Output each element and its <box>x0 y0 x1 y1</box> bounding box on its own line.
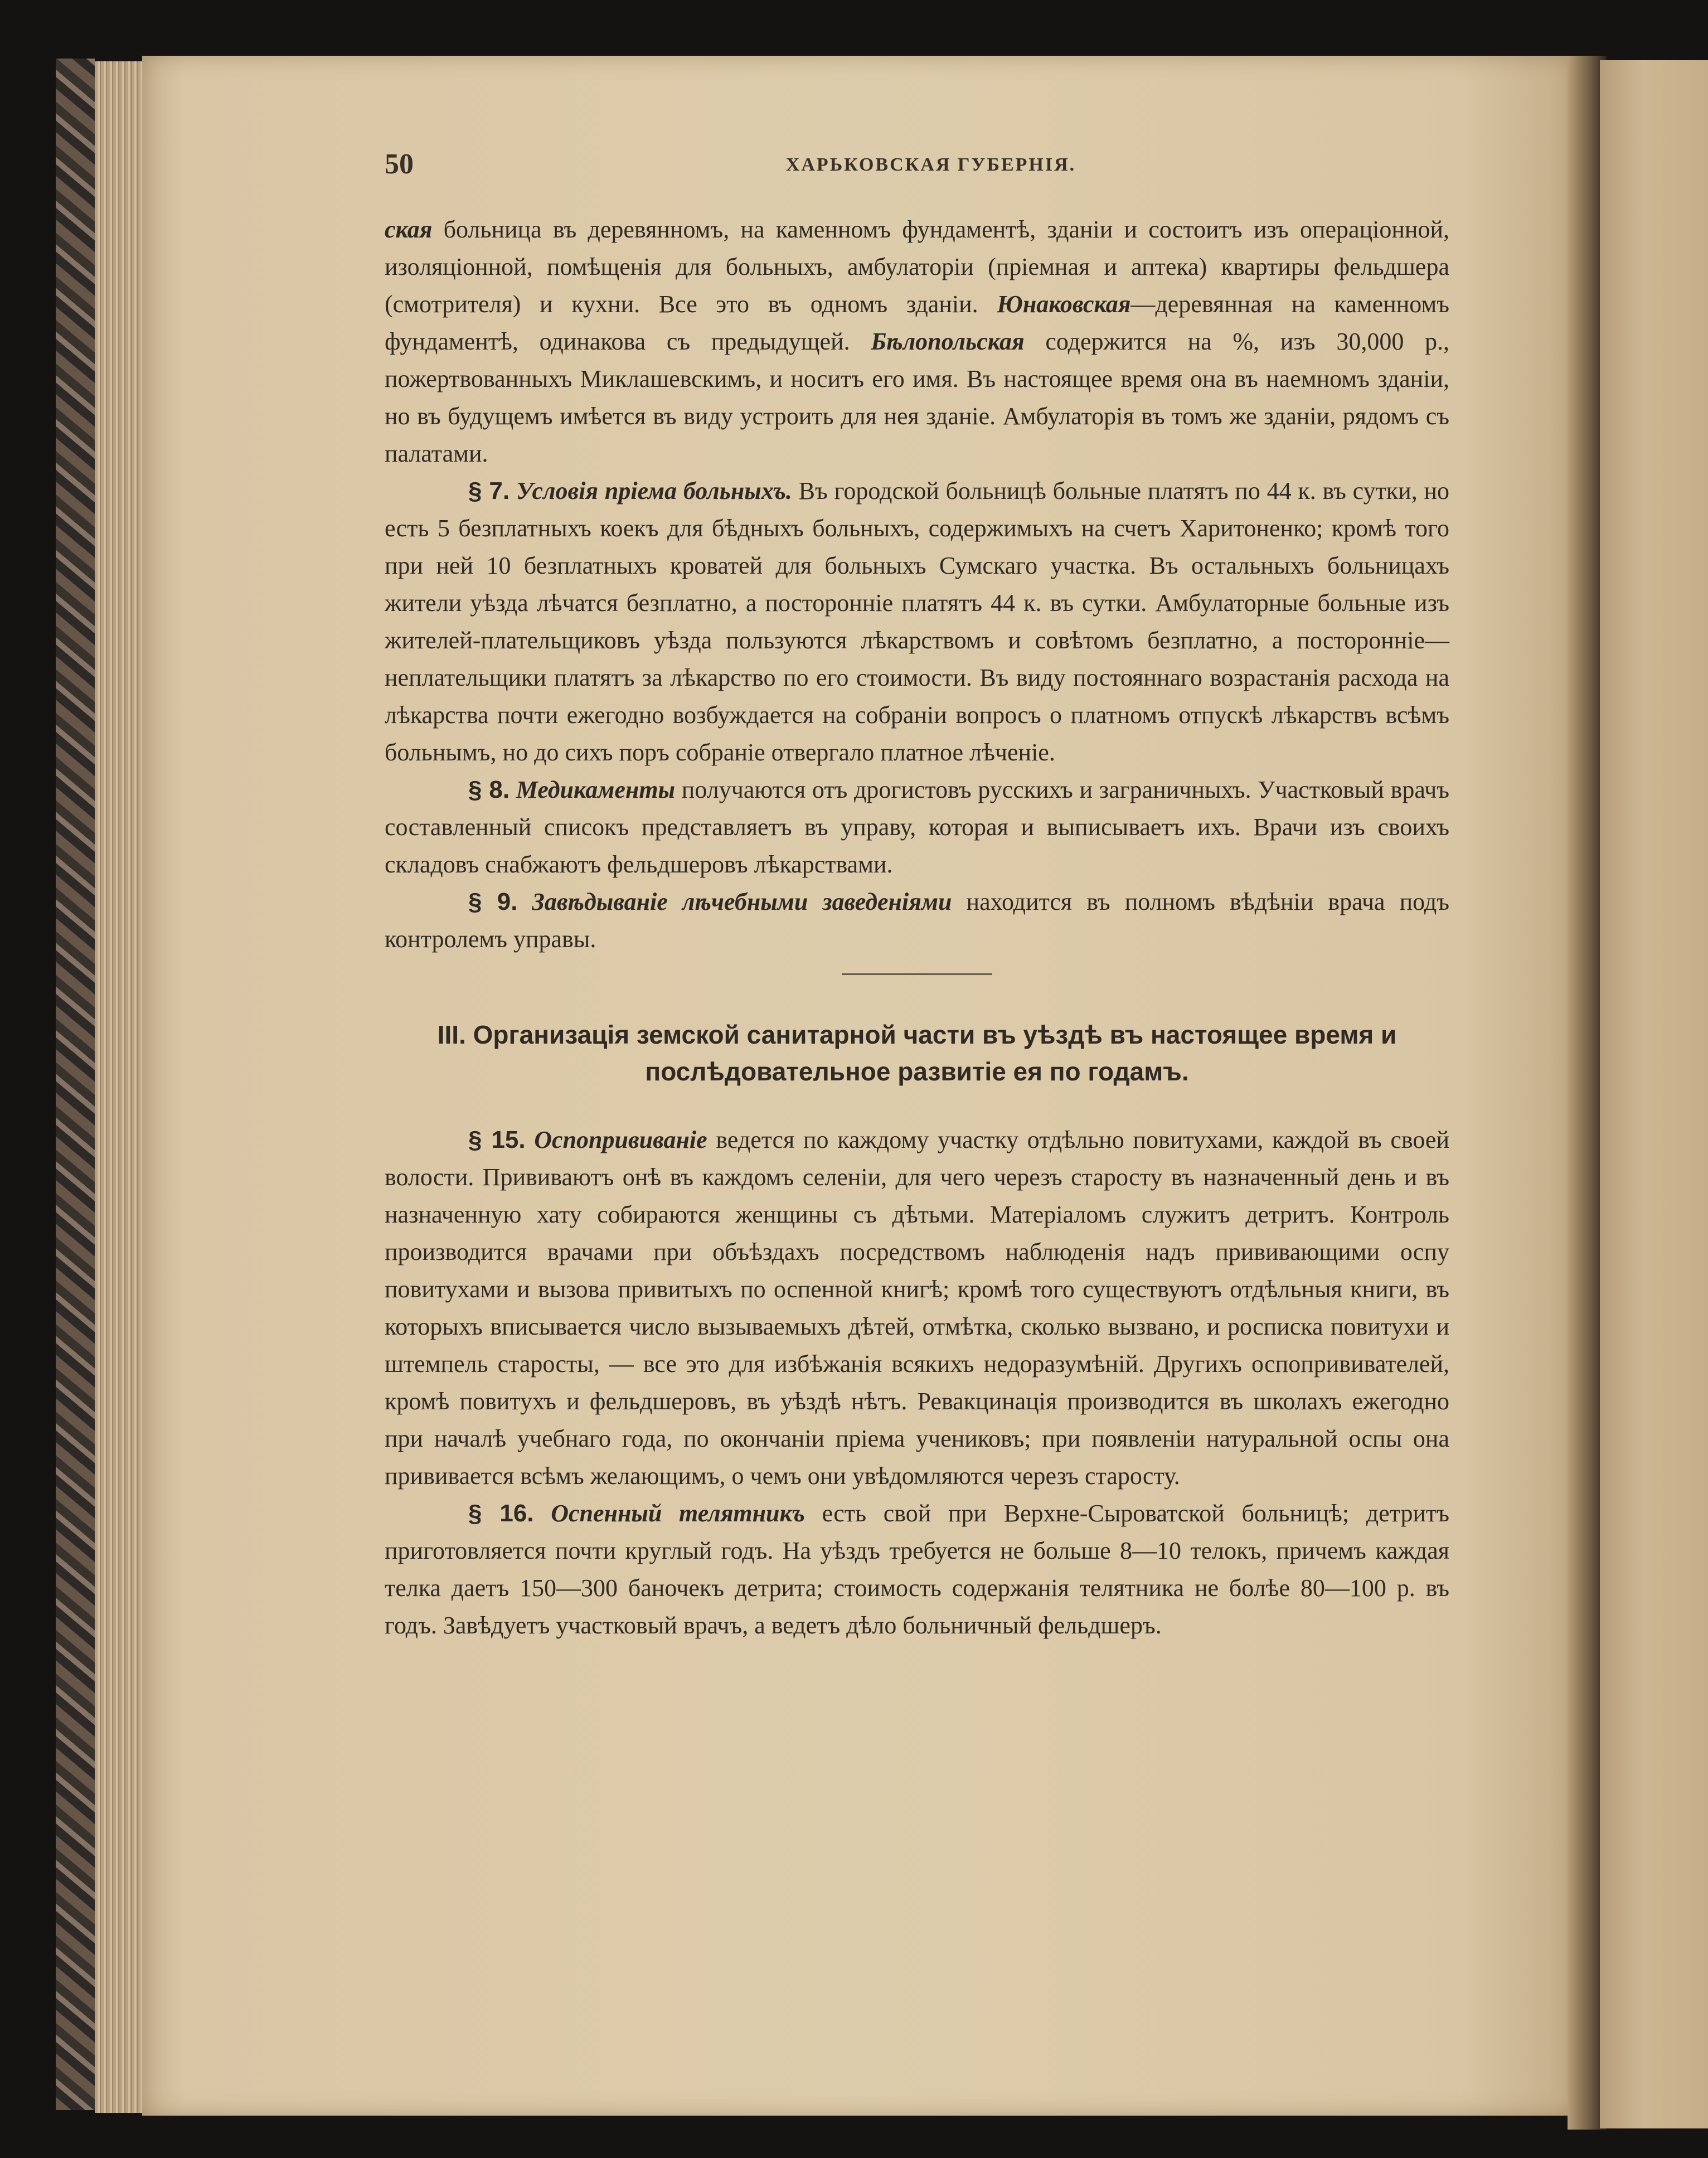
section-title: Медикаменты <box>516 776 676 803</box>
hospital-name: Юнаковская <box>997 290 1131 318</box>
chapter-heading-line-1: III. Организація земской санитарной части въ уѣздѣ въ настоящее время и <box>437 1020 1397 1049</box>
chapter-heading <box>385 1016 1449 1090</box>
section-text: Въ городской больницѣ больные платятъ по 44 к. въ сутки, но есть 5 безплатныхъ коекъ для бѣдныхъ больныхъ, содержимыхъ на счетъ Харитоненко; кромѣ того при ней 10 безплатныхъ кроватей для больныхъ Сумскаго участка. Въ остальныхъ больницахъ жители уѣзда лѣчатся безплатно, а посторонніе платятъ 44 к. въ сутки. Амбулаторные больные изъ жителей-плательщиковъ уѣзда пользуются лѣкарствомъ и совѣтомъ безплатно, а посторонніе—неплательщики платятъ за лѣкарство по его стоимости. Въ виду постояннаго возрастанія расхода на лѣкарства почти ежегодно возбуждается на собраніи вопросъ о платномъ отпускѣ лѣкарствъ всѣмъ больнымъ, но до сихъ поръ собраніе отвергало платное лѣченіе. <box>385 477 1450 766</box>
adjacent-page <box>1600 60 1708 2128</box>
section-number: § 15. <box>468 1126 526 1153</box>
section-divider <box>842 973 992 975</box>
section-title: Оспенный телятникъ <box>551 1500 805 1527</box>
section-text: есть свой при Верхне-Сыроватской больницѣ; детритъ приготовляется почти круглый годъ. На уѣздъ требуется не больше 8—10 телокъ, причемъ каждая телка даетъ 150—300 баночекъ детрита; стоимость содержанія телятника не болѣе 80—100 р. въ годъ. Завѣдуетъ участковый врачъ, а ведетъ дѣло больничный фельдшеръ. <box>385 1500 1449 1639</box>
section-title: Условія пріема больныхъ. <box>516 477 792 505</box>
section-7 <box>385 472 1449 771</box>
book-spine <box>56 59 95 2110</box>
hospital-name: Бѣлопольская <box>871 328 1025 355</box>
section-text: ведется по каждому участку отдѣльно повитухами, каждой въ своей волости. Прививаютъ онѣ въ каждомъ селеніи, для чего черезъ старосту въ назначенный день и въ назначенную хату собираются женщины съ дѣтьми. Матеріаломъ служитъ детритъ. Контроль производится врачами при объѣздахъ посредствомъ наблюденія надъ прививающими оспу повитухами и вызова привитыхъ по оспенной книгѣ; кромѣ того существуютъ отдѣльныя книги, въ которыхъ вписывается число вызываемыхъ дѣтей, отмѣтка, сколько вызвано, и роспиcка повитухи и штемпель старосты, — все это для избѣжанія всякихъ недоразумѣній. Другихъ оспопрививателей, кромѣ повитухъ и фельдшеровъ, въ уѣздѣ нѣтъ. Ревакцинація производится въ школахъ ежегодно при началѣ учебнаго года, по окончаніи пріема учениковъ; при появленіи натуральной оспы она прививается всѣмъ желающимъ, о чемъ они увѣдомляются черезъ старосту. <box>385 1126 1449 1490</box>
section-16 <box>385 1495 1449 1644</box>
running-head <box>385 148 1477 181</box>
section-15 <box>385 1121 1449 1495</box>
page-edges <box>95 61 145 2113</box>
section-8 <box>385 771 1449 883</box>
hospital-name: ская <box>385 216 433 243</box>
section-number: § 16. <box>468 1500 534 1527</box>
section-9 <box>385 883 1449 958</box>
page-number: 50 <box>385 148 414 180</box>
section-title: Оспопрививаніе <box>534 1126 707 1153</box>
section-number: § 8. <box>468 776 510 803</box>
section-number: § 7. <box>468 477 510 505</box>
paragraph-text: содержится на %, изъ 30,000 р., пожертвованныхъ Миклашевскимъ, и носитъ его имя. Въ настоящее время она въ наемномъ зданіи, но въ будущемъ имѣется въ виду устроить для нея зданіе. Амбулаторія въ томъ же зданіи, рядомъ съ палатами. <box>385 328 1449 467</box>
paragraph-text: —деревянная на каменномъ фундаментѣ, одинакова съ предыдущей. <box>385 290 1450 355</box>
running-title: ХАРЬКОВСКАЯ ГУБЕРНІЯ. <box>785 154 1076 175</box>
section-text: находится въ полномъ вѣдѣніи врача подъ контролемъ управы. <box>385 888 1450 953</box>
page-body <box>385 211 1449 1644</box>
section-title: Завѣдываніе лѣчебными заведеніями <box>532 888 952 915</box>
chapter-heading-line-2: послѣдовательное развитіе ея по годамъ. <box>645 1057 1189 1086</box>
section-text: получаются отъ дрогистовъ русскихъ и заграничныхъ. Участковый врачъ составленный списокъ представляетъ въ управу, которая и выписываетъ ихъ. Врачи изъ своихъ складовъ снабжаютъ фельдшеровъ лѣкарствами. <box>385 776 1450 878</box>
section-number: § 9. <box>468 888 518 915</box>
paragraph-text: больница въ деревянномъ, на каменномъ фундаментѣ, зданіи и состоитъ изъ операціонной, изоляціонной, помѣщенія для больныхъ, амбулаторіи (пріемная и аптека) квартиры фельдшера (смотрителя) и кухни. Все это въ одномъ зданіи. <box>385 216 1449 318</box>
paragraph-hospitals <box>385 211 1449 472</box>
